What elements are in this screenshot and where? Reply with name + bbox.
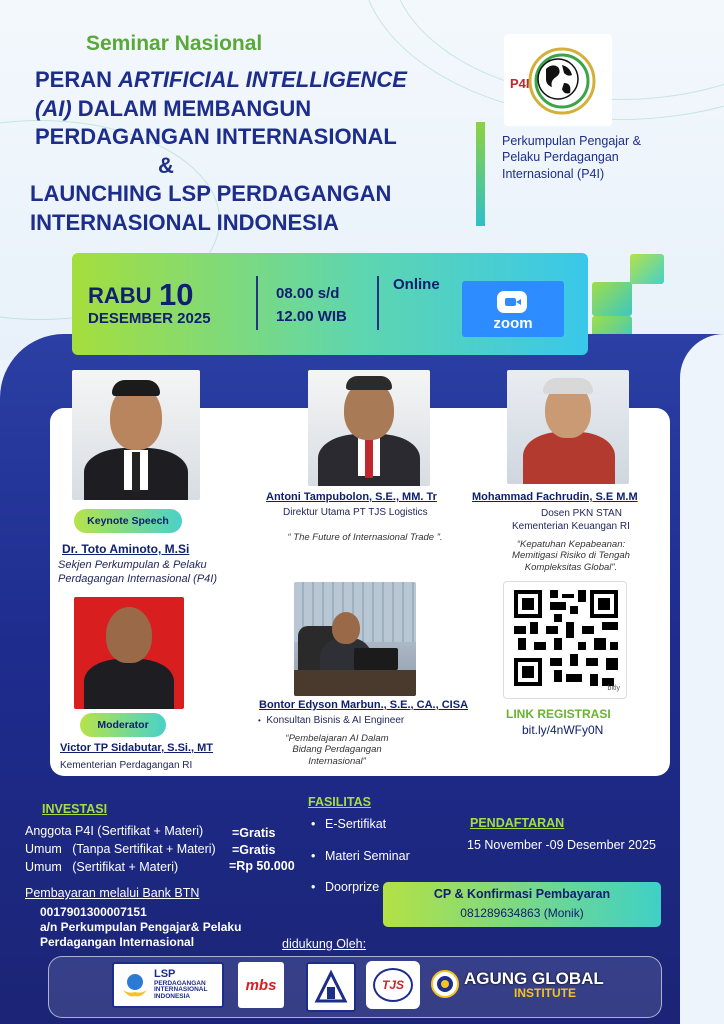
tie-shape <box>132 452 140 492</box>
agung-text: AGUNG GLOBAL INSTITUTE <box>464 968 604 1000</box>
speaker3-topic: “Pembelajaran AI Dalam Bidang Perdagangan Internasional” <box>285 733 389 767</box>
batik-shirt-shape <box>523 432 615 484</box>
event-month-year: DESEMBER 2025 <box>88 310 211 327</box>
contact-box <box>383 882 661 927</box>
moderator-name: Victor TP Sidabutar, S.Si., MT <box>60 742 214 754</box>
speaker2-name: Mohammad Fachrudin, S.E M.M <box>472 491 638 503</box>
enrollment-heading: PENDAFTARAN <box>470 816 565 830</box>
main-background-edge <box>680 334 724 1024</box>
event-time-end: 12.00 WIB <box>276 308 347 325</box>
mbs-text: mbs <box>245 976 277 994</box>
payment-holder-line1: a/n Perkumpulan Pengajar& Pelaku <box>40 920 242 934</box>
keynote-name: Dr. Toto Aminoto, M.Si <box>62 542 190 556</box>
speaker2-role-line1: Dosen PKN STAN <box>541 508 622 519</box>
speaker1-photo <box>308 370 430 486</box>
asi-emblem-icon <box>311 967 351 1007</box>
bullet-icon: • <box>258 716 261 725</box>
sponsor-label: didukung Oleh: <box>282 937 367 951</box>
speaker2-photo <box>507 370 629 484</box>
payment-account: 0017901300007151 <box>40 905 147 919</box>
organizer-logo-text: P4I <box>510 76 530 91</box>
title-ampersand: & <box>158 152 174 178</box>
investment-row-3-label: Umum (Sertifikat + Materi) <box>25 860 179 874</box>
investment-row-1-label: Anggota P4I (Sertifikat + Materi) <box>25 824 204 838</box>
title-line-5: INTERNASIONAL INDONESIA <box>30 209 339 235</box>
contact-title: CP & Konfirmasi Pembayaran <box>433 887 611 901</box>
speaker1-role: Direktur Utama PT TJS Logistics <box>283 507 428 518</box>
asi-logo <box>306 962 356 1012</box>
agung-global-logo <box>430 966 618 1002</box>
facility-item: • Materi Seminar <box>311 849 724 863</box>
investment-row-1-price: =Gratis <box>232 826 276 840</box>
title-line-3: PERDAGANGAN INTERNASIONAL <box>35 124 397 150</box>
head-shape <box>106 607 152 663</box>
keynote-badge: Keynote Speech <box>74 509 182 533</box>
hair-shape <box>112 380 160 396</box>
video-camera-icon <box>497 291 527 313</box>
title-line-4: LAUNCHING LSP PERDAGANGAN <box>30 181 392 207</box>
speaker2-topic: “Kepatuhan Kepabeanan: Memitigasi Risiko di Tengah Kompleksitas Global”. <box>512 539 630 573</box>
speaker1-topic: “ The Future of Internasional Trade ”. <box>287 532 443 543</box>
keynote-role-line1: Sekjen Perkumpulan & Pelaku <box>58 559 207 571</box>
hair-shape <box>346 376 392 390</box>
event-type: Seminar Nasional <box>86 32 263 55</box>
speaker1-name: Antoni Tampubolon, S.E., MM. Tr <box>266 491 437 503</box>
facility-item: • Doorprize <box>311 880 724 894</box>
speaker2-role-line2: Kementerian Keuangan RI <box>512 521 630 532</box>
agung-emblem-icon <box>430 969 460 999</box>
investment-row-2-price: =Gratis <box>232 843 276 857</box>
payment-heading: Pembayaran melalui Bank BTN <box>25 886 200 900</box>
moderator-photo <box>74 597 184 709</box>
investment-row-2-label: Umum (Tanpa Sertifikat + Materi) <box>25 842 216 856</box>
zoom-logo <box>462 281 564 337</box>
registration-label: LINK REGISTRASI <box>506 707 611 721</box>
qr-caption: bitly <box>607 685 620 692</box>
zoom-wordmark: zoom <box>493 315 533 332</box>
facilities-heading: FASILITAS <box>308 795 371 809</box>
moderator-badge: Moderator <box>80 713 166 737</box>
speaker3-name: Bontor Edyson Marbun., S.E., CA., CISA <box>259 699 469 711</box>
event-date: 10 <box>159 277 194 312</box>
keynote-photo <box>72 370 200 500</box>
payment-holder-line2: Perdagangan Internasional <box>40 935 195 949</box>
event-title <box>30 66 407 238</box>
enrollment-period: 15 November -09 Desember 2025 <box>467 838 656 852</box>
event-mode: Online <box>393 276 440 293</box>
registration-qr-code[interactable] <box>503 581 627 699</box>
organizer-name: Perkumpulan Pengajar & Pelaku Perdagangan Internasional (P4I) <box>502 134 641 181</box>
decorative-square <box>630 254 664 284</box>
title-line-2: (AI) DALAM MEMBANGUN <box>35 95 312 121</box>
event-day: RABU <box>88 283 152 308</box>
decorative-square <box>592 282 632 316</box>
hands-globe-icon <box>120 970 150 1000</box>
schedule-divider <box>256 276 258 330</box>
speaker3-role: • Konsultan Bisnis & AI Engineer <box>258 715 405 726</box>
lsp-text: LSP PERDAGANGAN INTERNASIONAL INDONESIA <box>154 968 208 1001</box>
organizer-accent-bar <box>476 122 485 226</box>
desk-shape <box>294 670 416 696</box>
qr-pattern-icon <box>514 590 618 686</box>
title-line-1: PERAN ARTIFICIAL INTELLIGENCE <box>35 67 407 92</box>
facility-item: • E-Sertifikat <box>311 817 724 831</box>
tjs-emblem: TJS <box>373 968 413 1002</box>
tie-shape <box>365 438 373 478</box>
laptop-shape <box>354 648 398 670</box>
moderator-role: Kementerian Perdagangan RI <box>60 760 193 771</box>
organizer-logo <box>504 34 612 126</box>
head-shape <box>332 612 360 644</box>
contact-phone[interactable]: 081289634863 (Monik) <box>460 906 584 920</box>
schedule-divider <box>377 276 379 330</box>
tjs-logo <box>366 961 420 1009</box>
registration-link[interactable]: bit.ly/4nWFy0N <box>522 723 604 737</box>
suit-shape <box>84 659 174 709</box>
event-time-start: 08.00 s/d <box>276 285 340 302</box>
speaker3-photo <box>294 582 416 696</box>
investment-heading: INVESTASI <box>42 802 108 816</box>
keynote-role-line2: Perdagangan Internasional (P4I) <box>58 573 217 585</box>
hair-shape <box>543 378 593 394</box>
mbs-logo <box>238 962 284 1008</box>
lsp-logo <box>112 962 224 1008</box>
investment-row-3-price: =Rp 50.000 <box>229 859 295 873</box>
